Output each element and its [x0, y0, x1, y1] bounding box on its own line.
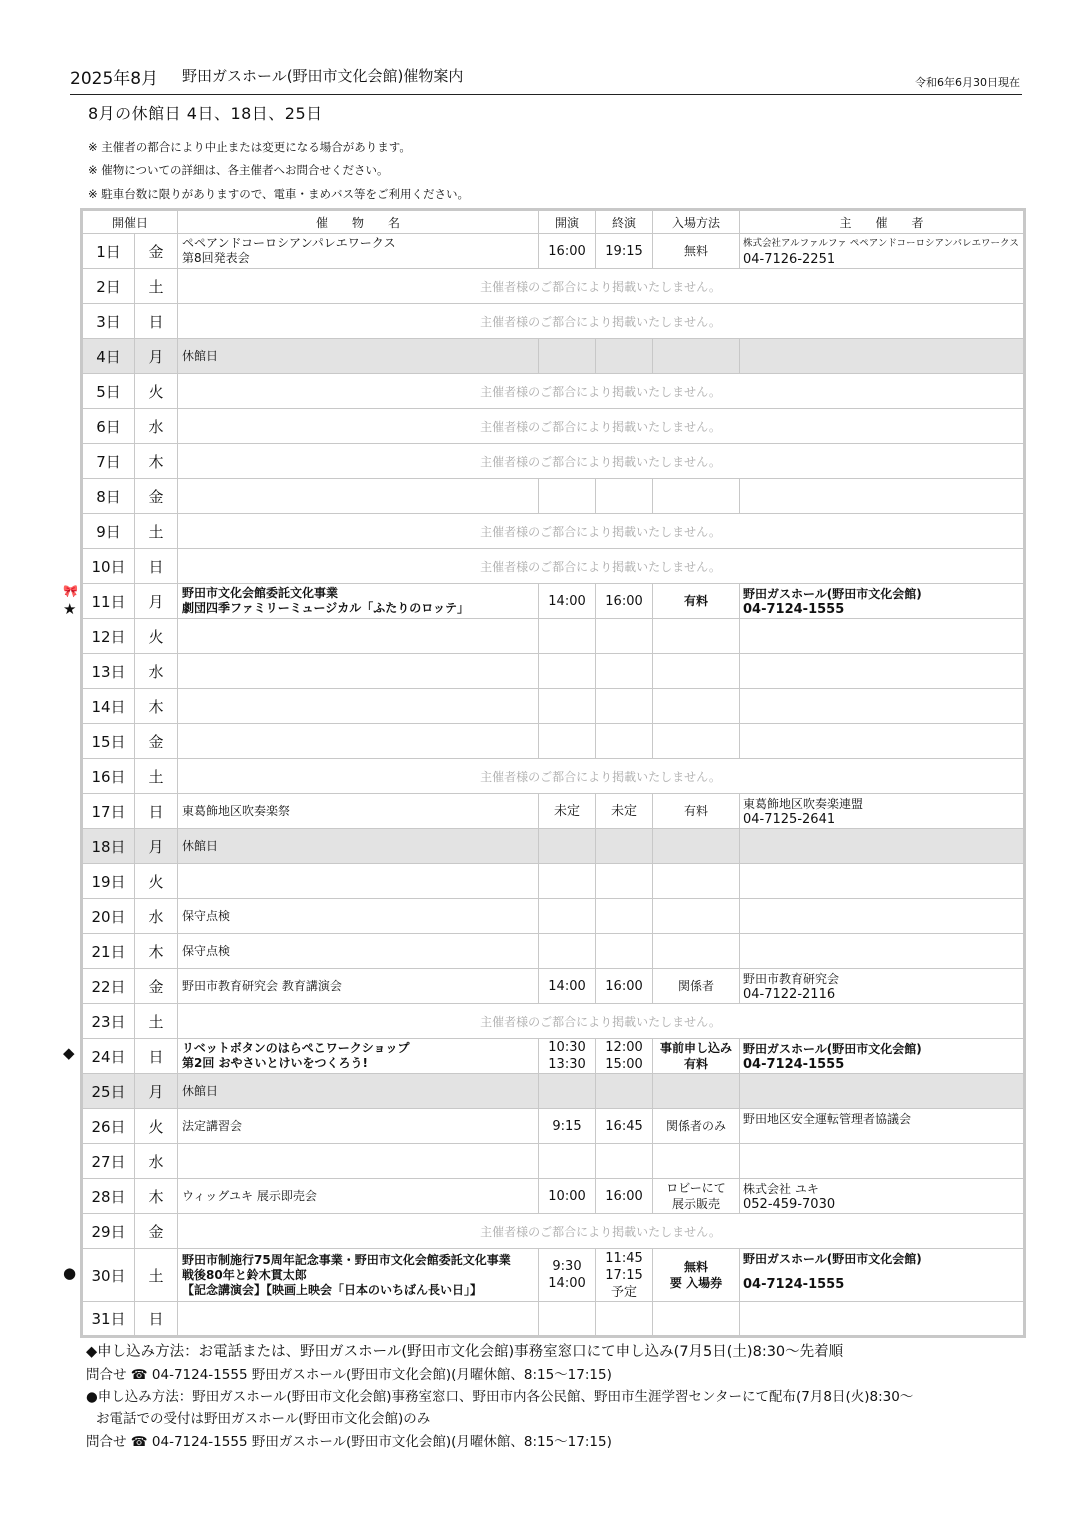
footer-apply-2: ●申し込み方法：野田ガスホール(野田市文化会館)事務室窓口、野田市内各公民館、野田市生涯学習センターにて配布(7月8日(火)8:30〜: [86, 1389, 914, 1405]
row-event: [178, 339, 539, 374]
col-organizer: 主 催 者: [740, 210, 1025, 234]
row-day: 24日: [82, 1039, 135, 1074]
row-open: [539, 654, 596, 689]
row-close: [596, 1179, 653, 1214]
row-admission: [653, 864, 740, 899]
row-open: [539, 584, 596, 619]
row-event: [178, 794, 539, 829]
col-admission: 入場方法: [653, 210, 740, 234]
event-line: 休館日: [182, 348, 219, 363]
table-row: [82, 1214, 1025, 1249]
row-day: 7日: [82, 444, 135, 479]
open-time: 9:30: [552, 1259, 582, 1274]
row-day: 1日: [82, 234, 135, 269]
row-weekday: 木: [135, 1179, 178, 1214]
admission-text: 有料: [684, 594, 709, 608]
row-event: [178, 1302, 539, 1337]
footer-apply-2-note: お電話での受付は野田ガスホール(野田市文化会館)のみ: [96, 1411, 431, 1427]
organizer-phone: 04-7125-2641: [743, 812, 836, 827]
row-weekday: 月: [135, 584, 178, 619]
close-time: 16:00: [605, 1188, 643, 1204]
row-organizer: [740, 1179, 1025, 1214]
table-row: [82, 374, 1025, 409]
row-close: [596, 899, 653, 934]
row-organizer: [740, 1249, 1025, 1302]
organizer-phone: 04-7126-2251: [743, 252, 836, 267]
admission-text: 要 入場券: [669, 1276, 723, 1290]
organizer-name: 野田市教育研究会: [743, 972, 840, 986]
event-line: 保守点検: [182, 908, 231, 923]
table-row: [82, 444, 1025, 479]
admission-text: 事前申し込み: [660, 1041, 733, 1055]
row-weekday: 土: [135, 514, 178, 549]
row-organizer: [740, 1109, 1025, 1144]
row-close: [596, 969, 653, 1004]
row-close: [596, 1144, 653, 1179]
row-admission: [653, 969, 740, 1004]
row-open: [539, 934, 596, 969]
event-line: 休館日: [182, 838, 219, 853]
row-day: 9日: [82, 514, 135, 549]
row-weekday: 月: [135, 339, 178, 374]
row-close: [596, 864, 653, 899]
admission-text: 関係者のみ: [666, 1119, 727, 1133]
row-open: [539, 794, 596, 829]
table-row: [82, 689, 1025, 724]
organizer-name: 株式会社アルファルファ ペペアンドコーロシアンパレエワークス: [743, 238, 1019, 249]
table-row: [82, 1074, 1025, 1109]
row-open: [539, 1302, 596, 1337]
col-open: 開演: [539, 210, 596, 234]
organizer-phone: 04-7122-2116: [743, 987, 836, 1002]
row-weekday: 土: [135, 759, 178, 794]
page-header: [70, 62, 1022, 95]
open-time: 10:00: [548, 1188, 586, 1204]
row-day: 21日: [82, 934, 135, 969]
row-weekday: 日: [135, 1302, 178, 1337]
row-event: [178, 1144, 539, 1179]
close-time: 予定: [611, 1284, 638, 1300]
row-organizer: [740, 619, 1025, 654]
row-day: 18日: [82, 829, 135, 864]
row-weekday: 火: [135, 619, 178, 654]
row-weekday: 金: [135, 1214, 178, 1249]
event-line: 野田市教育研究会 教育講演会: [182, 978, 342, 993]
row-admission: [653, 654, 740, 689]
ribbon-icon: 🎀: [63, 584, 78, 598]
row-admission: [653, 1249, 740, 1302]
row-close: [596, 794, 653, 829]
row-event: [178, 1039, 539, 1074]
event-line: 【記念講演会】【映画上映会「日本のいちばん長い日」】: [182, 1282, 483, 1297]
row-day: 26日: [82, 1109, 135, 1144]
star-icon: ★: [63, 600, 77, 618]
row-weekday: 金: [135, 969, 178, 1004]
table-row: [82, 1302, 1025, 1337]
row-day: 2日: [82, 269, 135, 304]
row-weekday: 水: [135, 654, 178, 689]
row-open: [539, 1249, 596, 1302]
row-day: 11日: [82, 584, 135, 619]
row-day: 30日: [82, 1249, 135, 1302]
open-time: 14:00: [548, 978, 586, 994]
row-event: [178, 724, 539, 759]
table-row: [82, 1144, 1025, 1179]
note-2: ※ 催物についての詳細は、各主催者へお問合せください。: [88, 163, 389, 177]
row-close: [596, 654, 653, 689]
row-day: 29日: [82, 1214, 135, 1249]
row-admission: [653, 1109, 740, 1144]
row-open: [539, 899, 596, 934]
row-weekday: 金: [135, 234, 178, 269]
table-row: [82, 619, 1025, 654]
event-line: 東葛飾地区吹奏楽祭: [182, 803, 291, 818]
row-day: 31日: [82, 1302, 135, 1337]
close-time: 15:00: [605, 1057, 643, 1072]
year-month: 2025年8月: [70, 69, 159, 89]
event-line: 保守点検: [182, 943, 231, 958]
row-not-listed: 主催者様のご都合により掲載いたしません。: [178, 549, 1025, 584]
row-not-listed: 主催者様のご都合により掲載いたしません。: [178, 409, 1025, 444]
row-weekday: 火: [135, 374, 178, 409]
row-open: [539, 829, 596, 864]
row-event: [178, 234, 539, 269]
row-admission: [653, 899, 740, 934]
table-header: [82, 210, 1025, 234]
row-close: [596, 584, 653, 619]
table-row: [82, 724, 1025, 759]
row-not-listed: 主催者様のご都合により掲載いたしません。: [178, 1004, 1025, 1039]
row-organizer: [740, 1074, 1025, 1109]
row-day: 27日: [82, 1144, 135, 1179]
row-organizer: [740, 864, 1025, 899]
row-weekday: 火: [135, 1109, 178, 1144]
organizer-name: 野田地区安全運転管理者協議会: [743, 1112, 912, 1126]
row-event: [178, 829, 539, 864]
row-event: [178, 479, 539, 514]
row-admission: [653, 1144, 740, 1179]
row-organizer: [740, 969, 1025, 1004]
organizer-name: 野田ガスホール(野田市文化会館): [743, 1042, 922, 1056]
row-close: [596, 724, 653, 759]
row-day: 4日: [82, 339, 135, 374]
row-day: 6日: [82, 409, 135, 444]
organizer-name: 野田ガスホール(野田市文化会館): [743, 1252, 922, 1266]
row-not-listed: 主催者様のご都合により掲載いたしません。: [178, 269, 1025, 304]
circle-icon: ●: [63, 1264, 77, 1282]
table-row: [82, 759, 1025, 794]
table-row: [82, 934, 1025, 969]
row-admission: [653, 584, 740, 619]
admission-text: 有料: [684, 1057, 709, 1071]
row-organizer: [740, 479, 1025, 514]
open-time: 9:15: [552, 1118, 582, 1134]
close-time: 11:45: [605, 1250, 643, 1266]
row-not-listed: 主催者様のご都合により掲載いたしません。: [178, 514, 1025, 549]
row-organizer: [740, 689, 1025, 724]
row-not-listed: 主催者様のご都合により掲載いたしません。: [178, 444, 1025, 479]
row-organizer: [740, 1039, 1025, 1074]
row-event: [178, 584, 539, 619]
row-open: [539, 1109, 596, 1144]
note-3: ※ 駐車台数に限りがありますので、電車・まめバス等をご利用ください。: [88, 187, 470, 201]
row-day: 16日: [82, 759, 135, 794]
table-row: [82, 1109, 1025, 1144]
table-row: [82, 584, 1025, 619]
table-row: [82, 479, 1025, 514]
row-day: 20日: [82, 899, 135, 934]
open-time: 16:00: [548, 243, 586, 259]
row-weekday: 土: [135, 1249, 178, 1302]
organizer-name: 野田ガスホール(野田市文化会館): [743, 587, 922, 601]
row-organizer: [740, 234, 1025, 269]
row-close: [596, 479, 653, 514]
row-weekday: 日: [135, 794, 178, 829]
event-line: 第8回発表会: [182, 251, 250, 265]
row-close: [596, 689, 653, 724]
close-time: 17:15: [605, 1267, 643, 1283]
table-row: [82, 864, 1025, 899]
page-title: 野田ガスホール(野田市文化会館)催物案内: [182, 67, 464, 85]
row-weekday: 水: [135, 1144, 178, 1179]
row-close: [596, 1039, 653, 1074]
row-weekday: 日: [135, 549, 178, 584]
row-not-listed: 主催者様のご都合により掲載いたしません。: [178, 1214, 1025, 1249]
row-organizer: [740, 724, 1025, 759]
row-weekday: 水: [135, 409, 178, 444]
event-line: 野田市制施行75周年記念事業・野田市文化会館委託文化事業: [182, 1252, 511, 1267]
row-close: [596, 1074, 653, 1109]
table-row: [82, 829, 1025, 864]
table-row: [82, 269, 1025, 304]
admission-text: ロビーにて: [666, 1181, 726, 1195]
table-row: [82, 339, 1025, 374]
row-day: 10日: [82, 549, 135, 584]
organizer-name: 東葛飾地区吹奏楽連盟: [743, 797, 864, 811]
table-row: [82, 514, 1025, 549]
row-open: [539, 619, 596, 654]
row-weekday: 火: [135, 864, 178, 899]
row-weekday: 木: [135, 934, 178, 969]
row-admission: [653, 234, 740, 269]
row-admission: [653, 1302, 740, 1337]
row-event: [178, 654, 539, 689]
table-row: [82, 1249, 1025, 1302]
row-event: [178, 969, 539, 1004]
row-weekday: 土: [135, 1004, 178, 1039]
row-day: 13日: [82, 654, 135, 689]
event-line: 劇団四季ファミリーミュージカル「ふたりのロッテ」: [182, 601, 470, 615]
event-line: ウィッグユキ 展示即売会: [182, 1188, 317, 1203]
open-time: 10:30: [548, 1040, 586, 1055]
admission-text: 展示販売: [672, 1197, 721, 1211]
row-weekday: 月: [135, 1074, 178, 1109]
row-not-listed: 主催者様のご都合により掲載いたしません。: [178, 374, 1025, 409]
event-line: 野田市文化会館委託文化事業: [182, 586, 339, 600]
event-line: リベットボタンのはらぺこワークショップ: [182, 1041, 410, 1055]
close-time: 16:45: [605, 1118, 643, 1134]
row-day: 3日: [82, 304, 135, 339]
row-weekday: 金: [135, 724, 178, 759]
row-organizer: [740, 339, 1025, 374]
as-of-date: 令和6年6月30日現在: [915, 76, 1020, 89]
table-row: [82, 794, 1025, 829]
row-admission: [653, 934, 740, 969]
row-close: [596, 234, 653, 269]
row-open: [539, 1074, 596, 1109]
organizer-phone: 04-7124-1555: [743, 1057, 845, 1072]
row-event: [178, 899, 539, 934]
row-open: [539, 969, 596, 1004]
table-row: [82, 899, 1025, 934]
row-event: [178, 1074, 539, 1109]
table-row: [82, 234, 1025, 269]
row-day: 28日: [82, 1179, 135, 1214]
row-open: [539, 479, 596, 514]
row-open: [539, 1144, 596, 1179]
row-close: [596, 339, 653, 374]
schedule-table: [80, 208, 1026, 1338]
row-event: [178, 619, 539, 654]
row-admission: [653, 1039, 740, 1074]
row-organizer: [740, 829, 1025, 864]
table-row: [82, 304, 1025, 339]
row-day: 8日: [82, 479, 135, 514]
row-admission: [653, 794, 740, 829]
organizer-phone: 052-459-7030: [743, 1197, 836, 1212]
row-close: [596, 934, 653, 969]
row-day: 25日: [82, 1074, 135, 1109]
close-time: 12:00: [605, 1040, 643, 1055]
row-day: 12日: [82, 619, 135, 654]
row-day: 19日: [82, 864, 135, 899]
row-event: [178, 689, 539, 724]
row-day: 5日: [82, 374, 135, 409]
row-admission: [653, 479, 740, 514]
col-event: 催 物 名: [178, 210, 539, 234]
row-close: [596, 829, 653, 864]
col-date: 開催日: [82, 210, 178, 234]
row-close: [596, 1302, 653, 1337]
row-weekday: 木: [135, 689, 178, 724]
row-organizer: [740, 794, 1025, 829]
row-weekday: 木: [135, 444, 178, 479]
organizer-name: 株式会社 ユキ: [743, 1182, 819, 1196]
row-admission: [653, 1179, 740, 1214]
row-open: [539, 234, 596, 269]
row-open: [539, 339, 596, 374]
open-time: 14:00: [548, 593, 586, 609]
open-time: 14:00: [548, 1276, 586, 1291]
row-event: [178, 1179, 539, 1214]
admission-text: 無料: [684, 244, 709, 258]
row-open: [539, 689, 596, 724]
open-time: 13:30: [548, 1057, 586, 1072]
close-time: 16:00: [605, 978, 643, 994]
table-row: [82, 969, 1025, 1004]
diamond-icon: ◆: [63, 1044, 75, 1062]
row-open: [539, 724, 596, 759]
row-not-listed: 主催者様のご都合により掲載いたしません。: [178, 759, 1025, 794]
row-day: 22日: [82, 969, 135, 1004]
row-organizer: [740, 1302, 1025, 1337]
close-time: 19:15: [605, 243, 643, 259]
table-row: [82, 654, 1025, 689]
row-weekday: 日: [135, 1039, 178, 1074]
row-admission: [653, 689, 740, 724]
row-organizer: [740, 899, 1025, 934]
close-time: 未定: [611, 803, 638, 819]
row-day: 23日: [82, 1004, 135, 1039]
footer-apply-1: ◆申し込み方法：お電話または、野田ガスホール(野田市文化会館)事務室窓口にて申し込み(7月5日(土)8:30〜先着順: [86, 1344, 844, 1360]
row-close: [596, 619, 653, 654]
row-weekday: 水: [135, 899, 178, 934]
row-event: [178, 934, 539, 969]
note-1: ※ 主催者の都合により中止または変更になる場合があります。: [88, 140, 411, 154]
close-time: 16:00: [605, 593, 643, 609]
table-row: [82, 409, 1025, 444]
row-admission: [653, 724, 740, 759]
row-event: [178, 1109, 539, 1144]
row-event: [178, 864, 539, 899]
row-day: 17日: [82, 794, 135, 829]
row-organizer: [740, 654, 1025, 689]
row-event: [178, 1249, 539, 1302]
event-line: 戦後80年と鈴木貫太郎: [182, 1267, 307, 1282]
row-admission: [653, 619, 740, 654]
row-open: [539, 1039, 596, 1074]
row-day: 14日: [82, 689, 135, 724]
organizer-phone: 04-7124-1555: [743, 602, 845, 617]
organizer-phone: 04-7124-1555: [743, 1277, 845, 1292]
event-line: ペペアンドコーロシアンパレエワークス: [182, 236, 396, 250]
event-line: 第2回 おやさいとけいをつくろう!: [182, 1056, 369, 1070]
row-close: [596, 1109, 653, 1144]
row-open: [539, 864, 596, 899]
row-weekday: 日: [135, 304, 178, 339]
admission-text: 無料: [684, 1260, 709, 1274]
row-not-listed: 主催者様のご都合により掲載いたしません。: [178, 304, 1025, 339]
row-admission: [653, 339, 740, 374]
row-organizer: [740, 1144, 1025, 1179]
footer-contact-1: 問合せ ☎ 04-7124-1555 野田ガスホール(野田市文化会館)(月曜休館、8:15〜17:15): [86, 1367, 612, 1383]
row-close: [596, 1249, 653, 1302]
footer-contact-2: 問合せ ☎ 04-7124-1555 野田ガスホール(野田市文化会館)(月曜休館、8:15〜17:15): [86, 1434, 612, 1450]
row-admission: [653, 829, 740, 864]
table-row: [82, 1039, 1025, 1074]
admission-text: 関係者: [678, 979, 715, 993]
row-weekday: 月: [135, 829, 178, 864]
event-line: 休館日: [182, 1083, 219, 1098]
row-organizer: [740, 584, 1025, 619]
row-organizer: [740, 934, 1025, 969]
table-row: [82, 549, 1025, 584]
open-time: 未定: [554, 803, 581, 819]
admission-text: 有料: [684, 804, 709, 818]
holiday-notice: 8月の休館日 4日、18日、25日: [88, 104, 323, 123]
table-row: [82, 1004, 1025, 1039]
row-open: [539, 1179, 596, 1214]
event-line: 法定講習会: [182, 1118, 243, 1133]
col-close: 終演: [596, 210, 653, 234]
row-admission: [653, 1074, 740, 1109]
row-weekday: 金: [135, 479, 178, 514]
table-row: [82, 1179, 1025, 1214]
row-weekday: 土: [135, 269, 178, 304]
row-day: 15日: [82, 724, 135, 759]
